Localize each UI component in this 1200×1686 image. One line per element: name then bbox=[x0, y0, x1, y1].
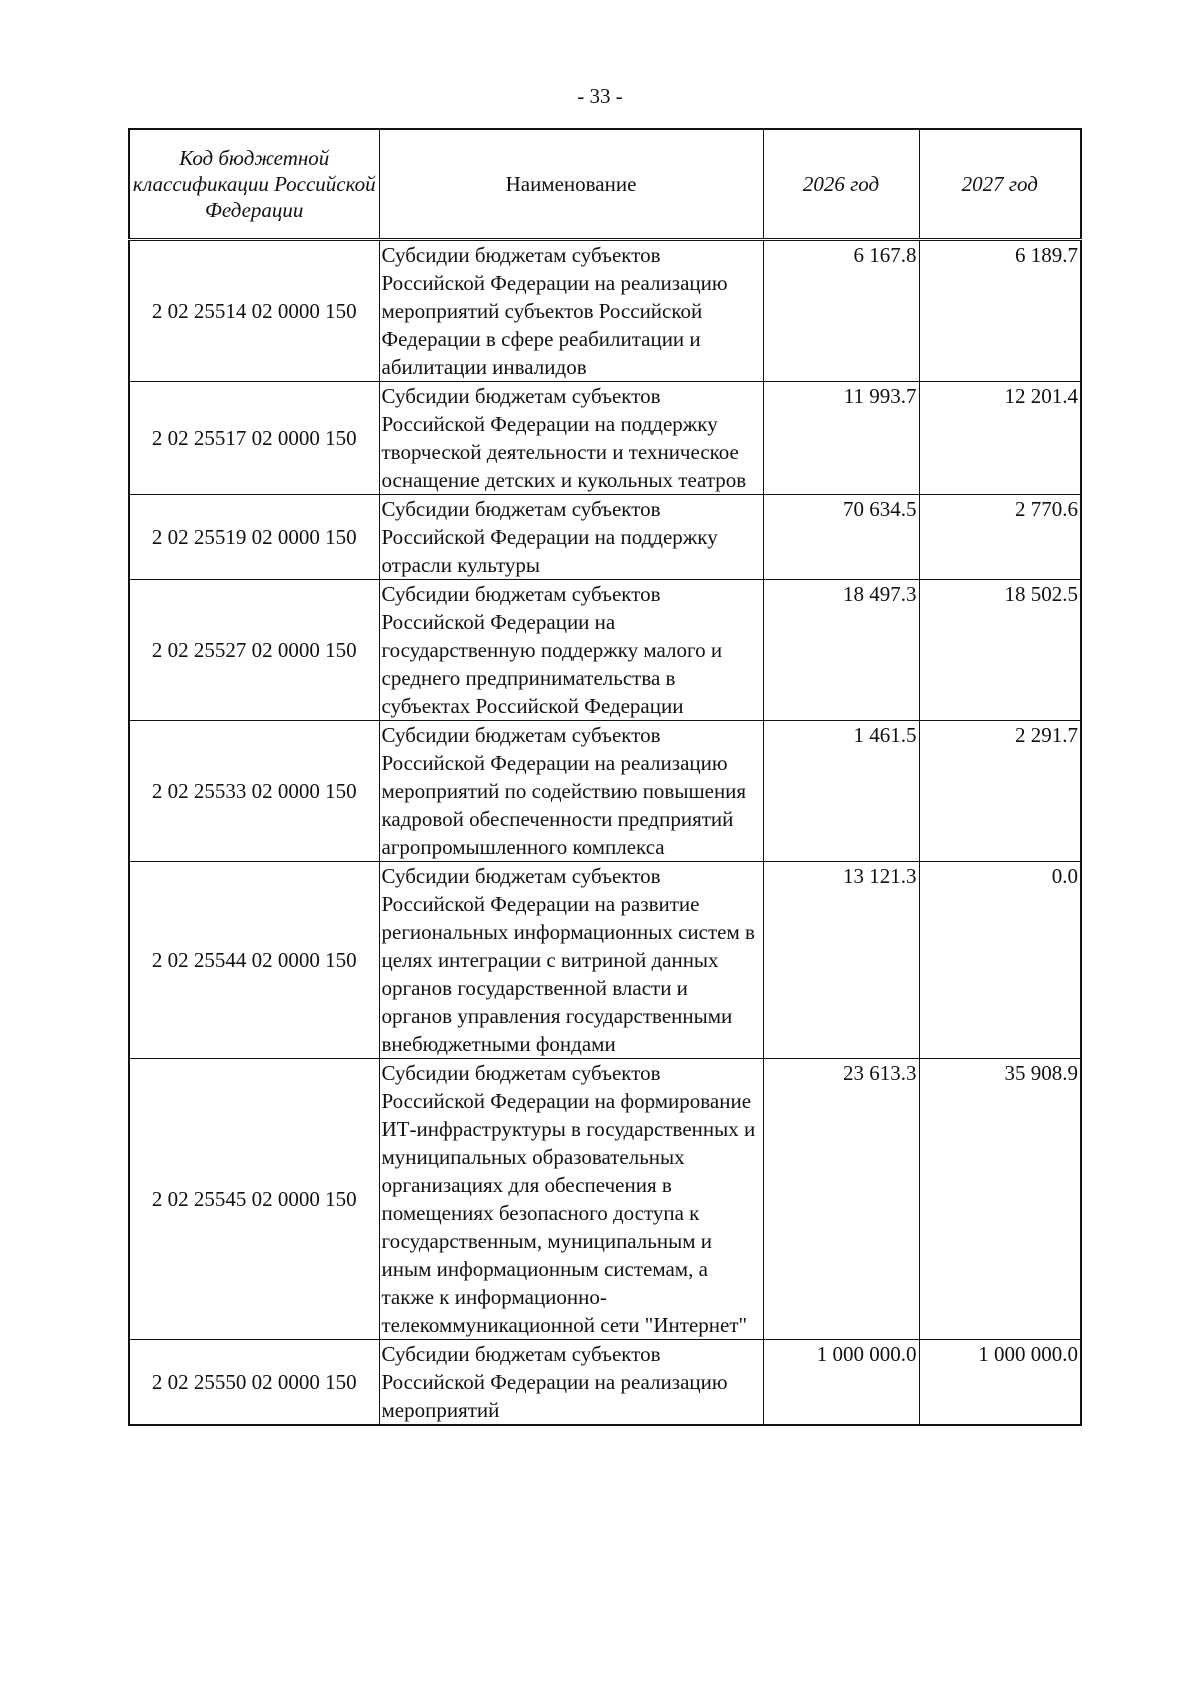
amount-2027: 6 189.7 bbox=[919, 240, 1081, 382]
amount-2026: 18 497.3 bbox=[763, 580, 919, 721]
amount-2027: 18 502.5 bbox=[919, 580, 1081, 721]
budget-code: 2 02 25514 02 0000 150 bbox=[129, 240, 379, 382]
item-name: Субсидии бюджетам субъектов Российской Федерации на реализацию мероприятий по содействию повышения кадровой обеспеченности предприятий агропромышленного комплекса bbox=[379, 721, 763, 862]
item-name: Субсидии бюджетам субъектов Российской Федерации на реализацию мероприятий субъектов Российской Федерации в сфере реабилитации и абилитации инвалидов bbox=[379, 240, 763, 382]
amount-2027: 1 000 000.0 bbox=[919, 1340, 1081, 1426]
table-row bbox=[129, 580, 1081, 721]
amount-2026: 6 167.8 bbox=[763, 240, 919, 382]
budget-code: 2 02 25544 02 0000 150 bbox=[129, 862, 379, 1059]
amount-2026: 70 634.5 bbox=[763, 495, 919, 580]
table-row bbox=[129, 240, 1081, 382]
table-row bbox=[129, 1340, 1081, 1426]
table-row bbox=[129, 721, 1081, 862]
amount-2027: 35 908.9 bbox=[919, 1059, 1081, 1340]
amount-2026: 23 613.3 bbox=[763, 1059, 919, 1340]
item-name: Субсидии бюджетам субъектов Российской Федерации на развитие региональных информационных систем в целях интеграции с витриной данных органов государственной власти и органов управления государственными внебюджетными фондами bbox=[379, 862, 763, 1059]
amount-2027: 2 291.7 bbox=[919, 721, 1081, 862]
table-header-row bbox=[129, 129, 1081, 240]
item-name: Субсидии бюджетам субъектов Российской Федерации на государственную поддержку малого и среднего предпринимательства в субъектах Российской Федерации bbox=[379, 580, 763, 721]
item-name: Субсидии бюджетам субъектов Российской Федерации на формирование ИТ-инфраструктуры в государственных и муниципальных образовательных организациях для обеспечения в помещениях безопасного доступа к государственным, муниципальным и иным информационным системам, а также к информационно-телекоммуникационной сети "Интернет" bbox=[379, 1059, 763, 1340]
item-name: Субсидии бюджетам субъектов Российской Федерации на поддержку отрасли культуры bbox=[379, 495, 763, 580]
amount-2027: 0.0 bbox=[919, 862, 1081, 1059]
header-2027: 2027 год bbox=[919, 129, 1081, 240]
table-row bbox=[129, 1059, 1081, 1340]
budget-code: 2 02 25533 02 0000 150 bbox=[129, 721, 379, 862]
amount-2026: 1 461.5 bbox=[763, 721, 919, 862]
table-row bbox=[129, 862, 1081, 1059]
budget-code: 2 02 25545 02 0000 150 bbox=[129, 1059, 379, 1340]
header-code: Код бюджетной классификации Российской Федерации bbox=[129, 129, 379, 240]
budget-code: 2 02 25517 02 0000 150 bbox=[129, 382, 379, 495]
budget-code: 2 02 25527 02 0000 150 bbox=[129, 580, 379, 721]
item-name: Субсидии бюджетам субъектов Российской Федерации на реализацию мероприятий bbox=[379, 1340, 763, 1426]
amount-2026: 1 000 000.0 bbox=[763, 1340, 919, 1426]
table-row bbox=[129, 382, 1081, 495]
table-row bbox=[129, 495, 1081, 580]
amount-2027: 2 770.6 bbox=[919, 495, 1081, 580]
page-number: - 33 - bbox=[577, 84, 623, 108]
budget-code: 2 02 25519 02 0000 150 bbox=[129, 495, 379, 580]
amount-2026: 13 121.3 bbox=[763, 862, 919, 1059]
amount-2027: 12 201.4 bbox=[919, 382, 1081, 495]
budget-table bbox=[128, 128, 1082, 1426]
budget-code: 2 02 25550 02 0000 150 bbox=[129, 1340, 379, 1426]
amount-2026: 11 993.7 bbox=[763, 382, 919, 495]
header-2026: 2026 год bbox=[763, 129, 919, 240]
item-name: Субсидии бюджетам субъектов Российской Федерации на поддержку творческой деятельности и техническое оснащение детских и кукольных театров bbox=[379, 382, 763, 495]
header-name: Наименование bbox=[379, 129, 763, 240]
